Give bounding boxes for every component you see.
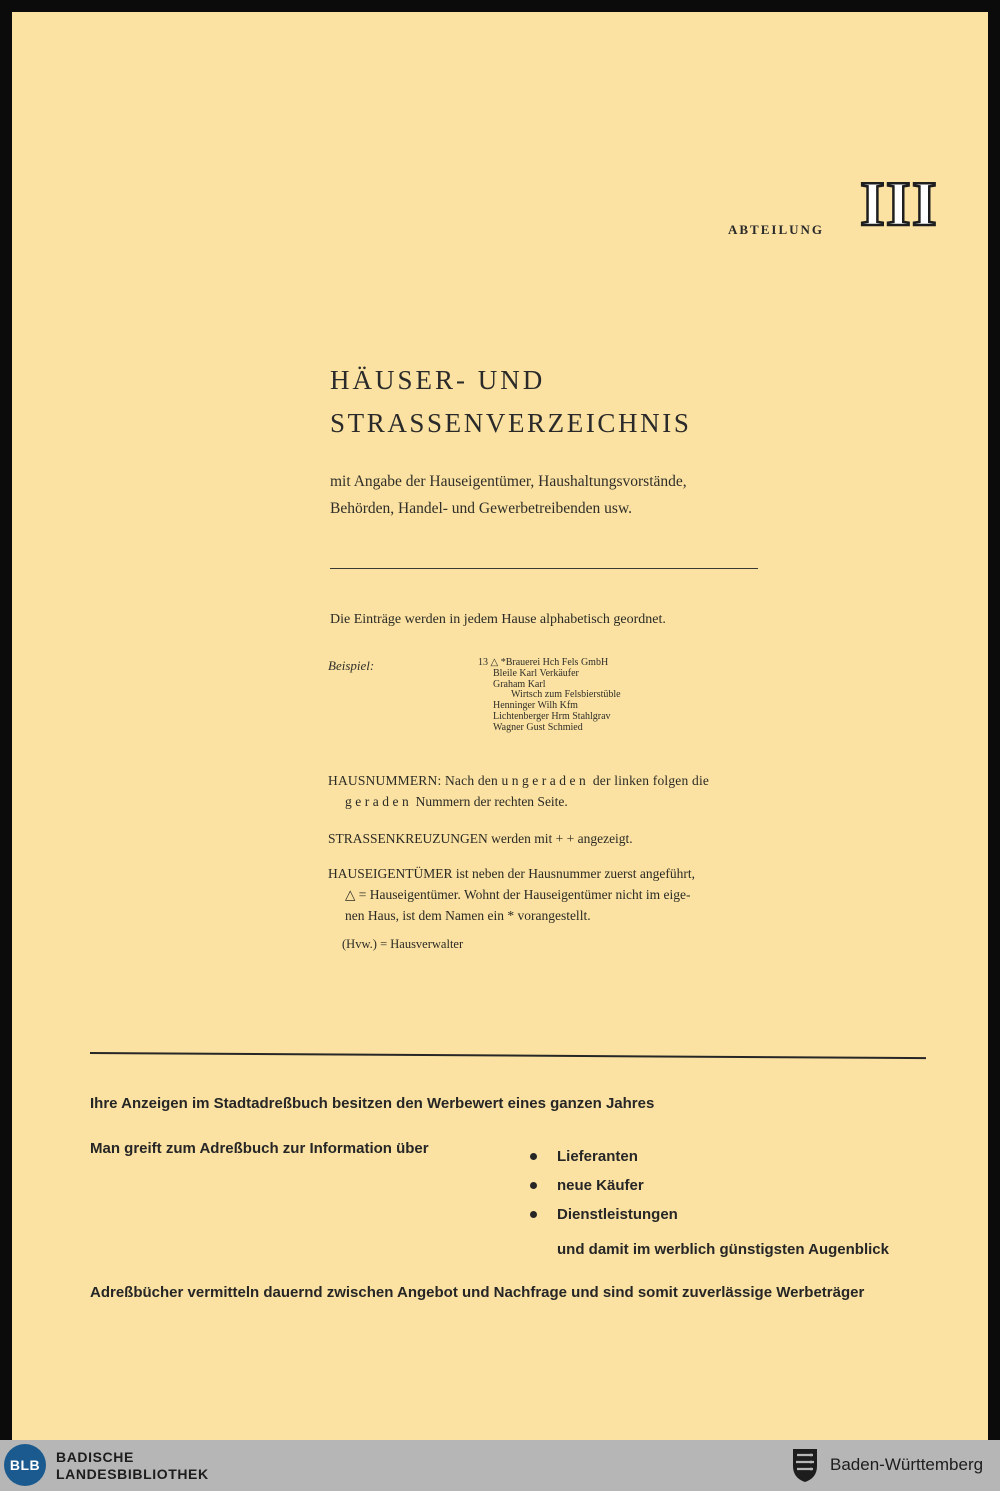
hausnummern-even: geraden <box>345 794 413 809</box>
intro-text: Die Einträge werden in jedem Hause alphabetisch geordnet. <box>330 612 666 627</box>
library-name-line-2: LANDESBIBLIOTHEK <box>56 1466 209 1482</box>
ad-bullet-label: neue Käufer <box>557 1177 644 1194</box>
example-label: Beispiel: <box>328 658 375 673</box>
ad-bullet-label: Dienstleistungen <box>557 1206 678 1223</box>
example-entry: Bleile Karl Verkäufer <box>493 667 579 679</box>
bullet-icon <box>530 1182 537 1189</box>
bullet-icon <box>530 1211 537 1218</box>
example-entry: 13 △ *Brauerei Hch Fels GmbH <box>478 657 609 668</box>
bullet-icon <box>530 1153 537 1160</box>
info-hausnummern <box>328 770 768 812</box>
ad-line-3: und damit im werblich günstigsten Augenblick <box>557 1241 889 1258</box>
section-label: ABTEILUNG <box>728 222 825 237</box>
hausnummern-odd: ungeraden <box>501 773 590 788</box>
blb-logo[interactable]: BLB <box>4 1444 46 1486</box>
eigentuemer-line-2: △ = Hauseigentümer. Wohnt der Hauseigentümer nicht im eige- <box>345 887 691 902</box>
ad-bullet-item <box>530 1200 678 1229</box>
ad-bullet-label: Lieferanten <box>557 1148 638 1165</box>
eigentuemer-line-3: nen Haus, ist dem Namen ein * vorangestellt. <box>345 908 591 923</box>
ad-bullet-list <box>530 1142 678 1229</box>
subtitle <box>330 468 770 522</box>
info-kreuzungen: STRASSENKREUZUNGEN werden mit + + angezeigt. <box>328 831 633 846</box>
ad-line-1: Ihre Anzeigen im Stadtadreßbuch besitzen den Werbewert eines ganzen Jahres <box>90 1095 655 1112</box>
library-name[interactable] <box>56 1449 209 1483</box>
example-entry: Wirtsch zum Felsbierstüble <box>511 689 621 701</box>
example-entry: Lichtenberger Hrm Stahlgrav <box>493 710 611 722</box>
subtitle-line-2: Behörden, Handel- und Gewerbetreibenden usw. <box>330 500 633 517</box>
ad-line-4: Adreßbücher vermitteln dauernd zwischen Angebot und Nachfrage und sind somit zuverlässige Werbeträger <box>90 1284 865 1301</box>
section-numeral: III <box>860 168 938 239</box>
info-eigentuemer <box>328 863 768 926</box>
advertising-divider <box>90 1052 926 1059</box>
ad-bullet-item <box>530 1142 678 1171</box>
library-name-line-1: BADISCHE <box>56 1449 134 1465</box>
eigentuemer-line-1: HAUSEIGENTÜMER ist neben der Hausnummer zuerst angeführt, <box>328 866 696 881</box>
footer-bar <box>0 1440 1000 1491</box>
divider-rule <box>330 568 758 569</box>
subtitle-line-1: mit Angabe der Hauseigentümer, Haushaltungsvorstände, <box>330 473 687 490</box>
hausnummern-end: Nummern der rechten Seite. <box>415 794 568 809</box>
info-hausverwalter: (Hvw.) = Hausverwalter <box>342 937 464 951</box>
hausnummern-line-1 <box>328 770 768 791</box>
page-title-line-1: HÄUSER- UND <box>330 365 546 395</box>
hausnummern-lead: HAUSNUMMERN: Nach den <box>328 773 498 788</box>
ad-bullet-item <box>530 1171 678 1200</box>
example-entry: Wagner Gust Schmied <box>493 721 583 733</box>
ad-line-2: Man greift zum Adreßbuch zur Information über <box>90 1140 429 1157</box>
example-entry: Graham Karl <box>493 678 546 690</box>
state-name[interactable]: Baden-Württemberg <box>830 1455 984 1474</box>
hausnummern-line-2 <box>328 791 768 812</box>
document-page <box>12 12 988 1440</box>
coat-of-arms-icon <box>790 1446 820 1484</box>
example-list <box>478 658 621 734</box>
example-entry: Henninger Wilh Kfm <box>493 700 578 712</box>
page-title-line-2: STRASSENVERZEICHNIS <box>330 408 692 438</box>
hausnummern-mid: der linken folgen die <box>592 773 710 788</box>
